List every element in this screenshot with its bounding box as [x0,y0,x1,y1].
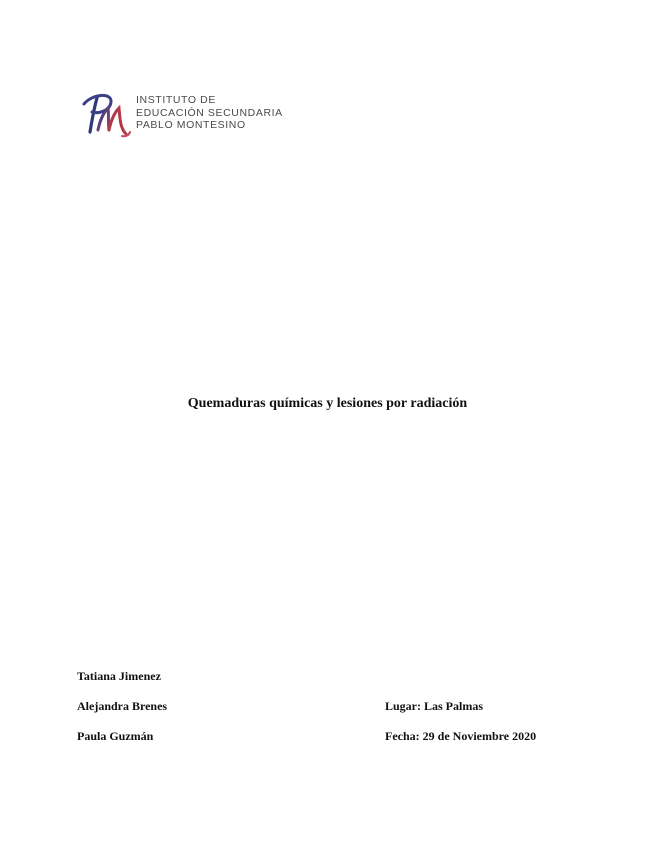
school-logo [78,90,298,140]
pm-monogram-icon [78,90,134,140]
date-label: Fecha: 29 de Noviembre 2020 [385,729,537,743]
document-title: Quemaduras químicas y lesiones por radiación [187,396,468,411]
school-name-line-2: EDUCACIÓN SECUNDARIA [136,106,283,119]
author-name: Tatiana Jimenez [77,669,161,683]
author-name: Paula Guzmán [77,729,154,743]
school-name [136,94,283,132]
place-label: Lugar: Las Palmas [385,699,484,713]
author-name: Alejandra Brenes [77,699,168,713]
school-name-line-1: INSTITUTO DE [136,94,216,106]
school-name-line-3: PABLO MONTESINO [136,119,246,131]
